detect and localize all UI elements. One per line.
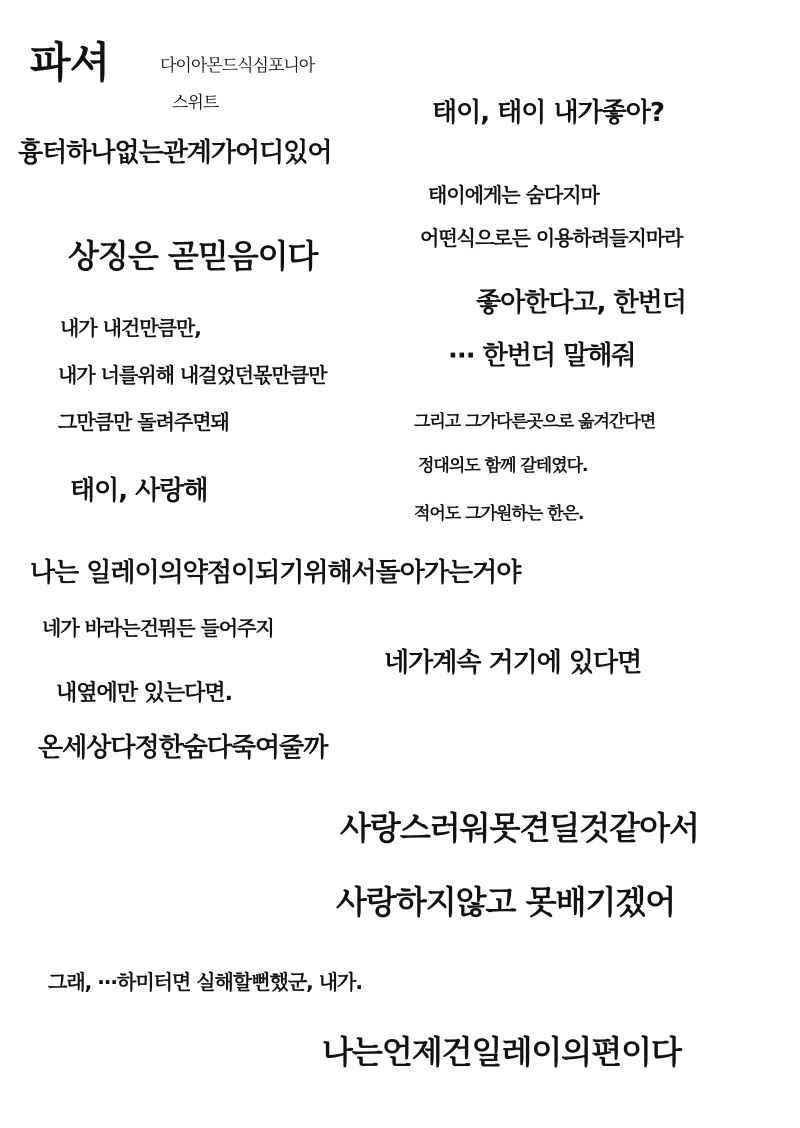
lettering-line: 그래, ···하미터면 실해할뻔했군, 내가. <box>48 970 362 994</box>
lettering-line: 정대의도 함께 갈테였다. <box>418 456 588 476</box>
lettering-line: 태이, 사랑해 <box>70 476 208 506</box>
lettering-line: 어떤식으로든 이용하려들지마라 <box>420 226 683 250</box>
lettering-line: 나는언제건일레이의편이다 <box>322 1033 681 1071</box>
lettering-line: 그리고 그가다른곳으로 옮겨간다면 <box>414 412 656 432</box>
lettering-line: 흉터하나없는관계가어디있어 <box>18 138 332 168</box>
lettering-line: 좋아한다고, 한번더 <box>476 288 686 318</box>
subtitle2-text: 스위트 <box>172 93 219 113</box>
lettering-line: 그만큼만 돌려주면돼 <box>58 410 229 434</box>
lettering-line: 내옆에만 있는다면. <box>56 681 233 706</box>
lettering-line: 나는 일레이의약점이되기위해서돌아가는거야 <box>30 558 521 588</box>
lettering-line: 네가계속 거기에 있다면 <box>384 648 642 678</box>
lettering-line: ··· 한번더 말해줘 <box>448 341 636 371</box>
title-text: 파셔 <box>30 38 110 87</box>
lettering-line: 태이, 태이 내가좋아? <box>432 98 664 128</box>
lettering-line: 온세상다정한숨다죽여줄까 <box>38 733 328 763</box>
lettering-line: 내가 너를위해 내걸었던몫만큼만 <box>58 363 327 387</box>
lettering-line: 사랑하지않고 못배기겠어 <box>336 883 676 921</box>
lettering-line: 상징은 곧믿음이다 <box>68 237 318 275</box>
lettering-line: 적어도 그가원하는 한은. <box>414 504 584 524</box>
lettering-line: 내가 내건만큼만, <box>60 316 201 340</box>
lettering-line: 태이에게는 숨다지마 <box>428 183 599 207</box>
lettering-line: 사랑스러워못견딜것같아서 <box>340 809 699 847</box>
subtitle-text: 다이아몬드식심포니아 <box>160 56 315 76</box>
lettering-line: 네가 바라는건뭐든 들어주지 <box>42 616 274 640</box>
